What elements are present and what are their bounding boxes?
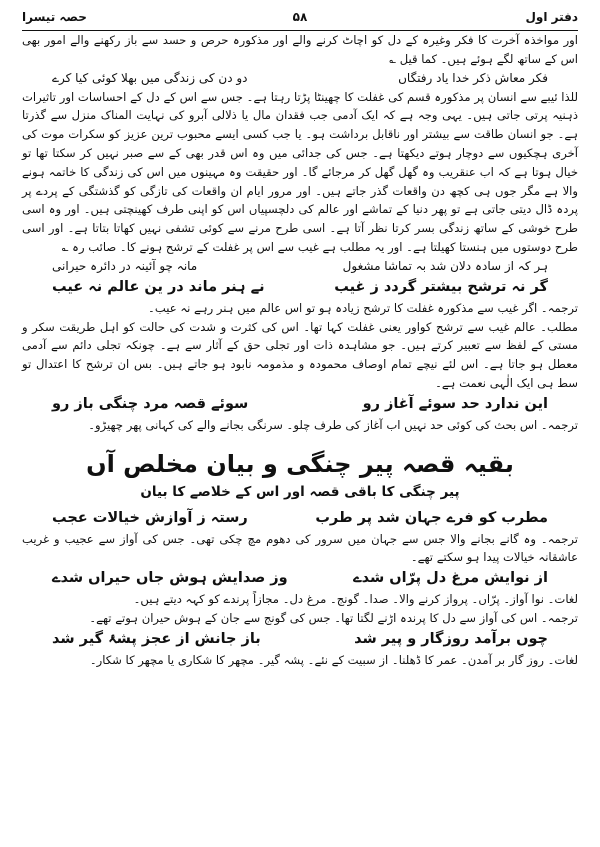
verse-second-hemistich: وز صدایش ہوش جاں حیراں شدے [52,570,288,587]
verse-second-hemistich: باز جانش از عجز پشۂ گیر شد [52,630,261,647]
paragraph: ترجمہ۔ اس بحث کی کوئی حد نہیں اب آغاز کی طرف چلو۔ سرنگی بجانے والے کی کہانی پھر چھیڑو۔ [88,417,578,432]
paragraph: ترجمہ۔ اس کی آواز سے دل کا پرندہ اڑنے لگتا تھا۔ جس کی گونج سے جان کے ہوش حیران ہوتے تھے۔ [89,610,578,625]
verse-first-hemistich: از نوایش مرغ دل پرّاں شدے [353,570,548,587]
paragraph: اور مواخذہ آخرت کا فکر وغیرہ کے دل کو اچاٹ کرنے والے اور مذکورہ حرص و حسد سے باز رکھنے والے امور بھی اس کے ساتھ لگے ہوئے ہیں۔ کما قیل ؎ [22,33,578,66]
verse-second-hemistich: سوئے قصہ مرد چنگی باز رو [52,395,249,412]
paragraph: ترجمہ۔ وہ گانے بجانے والا جس سے جہان میں سرور کی دھوم مچ چکی تھی۔ جس کی آواز سے عجیب و غریب عاشقانہ خیالات پیدا ہو سکتے تھے۔ [22,531,578,565]
book-volume-label: دفتر اول [525,10,578,24]
paragraph: لغات۔ روز گار بر آمدن۔ عمر کا ڈھلنا۔ از سبیت کے نئے۔ پشہ گیر۔ مچھر کا شکاری یا مچھر کا شکار۔ [89,652,578,667]
verse-couplet [22,628,578,651]
verse-second-hemistich: دو دن کی زندگی میں بھلا کوئی کیا کرے [52,70,248,85]
verse-couplet [22,276,578,299]
verse-couplet [22,567,578,590]
page [22,8,578,838]
section-heading: بقیہ قصہ پیر چنگی و بیان مخلص آں [86,449,514,478]
page-number: ۵۸ [292,10,308,24]
verse-couplet [22,507,578,530]
verse-second-hemistich: نے ہنر ماند در ین عالم نہ عیب [52,278,265,295]
verse-second-hemistich: مانہ چو آئینہ در دائرہ حیرانی [52,258,198,273]
section-label: حصہ تیسرا [22,10,87,24]
verse-first-hemistich: ہر کہ از سادہ دلان شد بہ تماشا مشغول [342,258,548,273]
page-body [22,31,578,670]
verse-first-hemistich: گر نہ ترشح بیشتر گردد ز غیب [334,278,548,295]
paragraph: للذا ئیبے سے انسان پر مذکورہ قسم کی غفلت کا چھینٹا پڑتا رہتا ہے۔ جس سے اس کے دل کے احساسات اور تاثیرات ذہنیہ پرتی جاتی ہیں۔ یہی وجہ ہے کہ ایک آدمی جب فقدان مال یا ذلالی آبرو کی نہایت المناک منزل سے گذرتا ہے۔ جو انسان طاقت سے بیشتر اور ناقابل برداشت ہو۔ یا جب کسی ایسے محبوب ترین عزیز کو سکرات موت کی آخری ہچکیوں سے دوچار ہوتے دیکھتا ہے۔ جس کی جدائی میں وہ اس قدر بھی کے سے صبر نہیں کر سکتا تھا تو خیال ہوتا ہے کہ اب عنقریب وہ گھل گھل کر مرجائے گا۔ اور حقیقت وہ مہینوں میں اس کی زندگی کا خاتمہ ہونے والا ہے مگر جوں ہی کچھ دن واقعات گذر جاتے ہیں۔ اور مرور ایام ان واقعات کی تازگی کو گذشتگی کے پردے پر پردہ ڈال دیتی جاتی ہے تو پھر دنیا کے تماشے اور عالم کی دلچسپیاں اس کو اپنی طرف کھینچتی ہیں۔ اور وہ اسی طرح خوشی کے ساتھ زندگی بسر کرتا نظر آتا ہے۔ اسی طرح مرنے سے کوئی تشفی نہیں کھاتا بتاتا ہے۔ اور اسی طرح دوستوں میں ہنستا کھیلتا ہے۔ اور یہ مطلب ہے غیب سے اس پر غفلت کے ترشح ہونے کا۔ صائب رہ ؎ [22,89,578,254]
verse-second-hemistich: رستہ ز آوازش خیالات عجب [52,509,248,526]
paragraph: ترجمہ۔ اگر غیب سے مذکورہ غفلت کا ترشح زیادہ ہو تو اس عالم میں ہنر رہے نہ عیب۔ [148,300,578,315]
verse-first-hemistich: این ندارد حد سوئے آغاز رو [362,395,548,412]
verse-couplet [22,393,578,416]
page-header [22,8,578,31]
section-subheading: پیر چنگی کا باقی قصہ اور اس کے خلاصے کا بیان [140,483,460,500]
paragraph: لغات۔ نوا آواز۔ پرّاں۔ پرواز کرنے والا۔ صدا۔ گونج۔ مرغ دل۔ مجازاً پرندے کو کہہ دیتے ہیں۔ [133,592,578,607]
verse-couplet [22,69,578,88]
verse-first-hemistich: فکر معاش ذکر خدا یاد رفتگاں [398,70,548,85]
verse-first-hemistich: چوں برآمد روزگار و پیر شد [354,630,548,647]
verse-couplet [22,257,578,276]
paragraph: مطلب۔ عالم غیب سے ترشح کواور یعنی غفلت کہا تھا۔ اس کی کثرت و شدت کی حالت کو اہل طریقت سکر و مستی کے لفظ سے تعبیر کرتے ہیں۔ جو مشاہدہ ذات اور تجلی حق کے آثار سے ہے۔ چونکہ تجلی دائم سے آدمی معطل ہو جاتا ہے۔ اس لئے نیچے تمام اوصاف محمودہ و مذمومہ نابود ہو جاتے ہیں۔ بس ان ترشح کا اعتدال تو سط ہی ایک الٰہی نعمت ہے۔ [22,319,578,390]
verse-first-hemistich: مطرب کو فرے جہان شد پر طرب [315,509,548,526]
